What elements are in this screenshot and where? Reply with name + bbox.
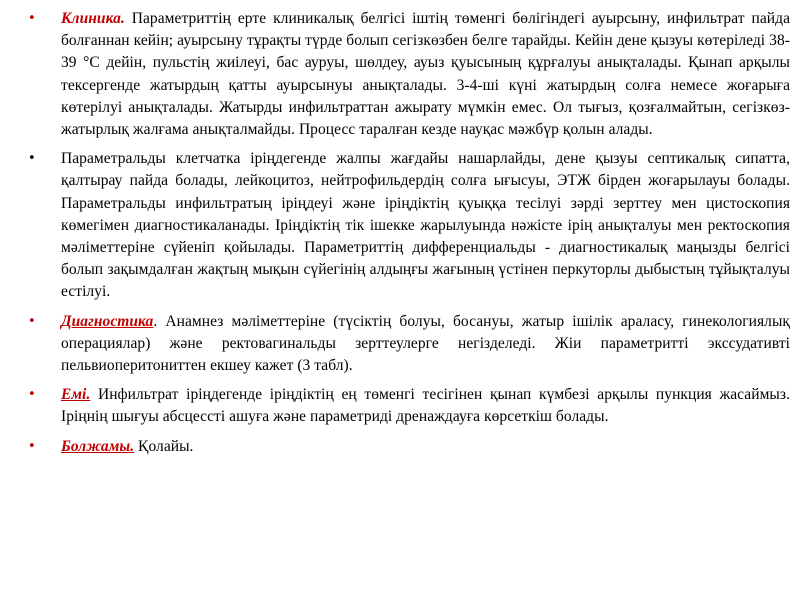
item-text: Параметриттің ерте клиникалық белгісі іштің төменгі бөлігіндегі ауырсыну, инфильтрат пайда болғаннан кейін; ауырсыну тұрақты түрде болып сегізкөзбен белге тарайды. Кейін дене қызуы көтеріледі 38-39 °С дейін, пульстің жиілеуі, бас ауруы, шөлдеу, ауыз қуысының құрғалуы анықталады. Қынап арқылы тексергенде жатырдың қатты ауырсынуы анықталады. 3-4-ші күні жатырдың солға немесе жоғарыға көтерілуі анықталады. Жатырды инфильтраттан ажырату мүмкін емес. Ол тығыз, қозғалмайтын, сегізкөз-жатырлық жалғама анықталмайды. Процесс таралған кезде науқас мәжбүр қолын алады.	[61, 10, 790, 139]
item-heading: Диагностика	[61, 312, 154, 330]
item-heading: Болжамы.	[61, 437, 135, 455]
list-item-treatment	[28, 384, 790, 428]
item-heading: Клиника.	[61, 10, 125, 27]
bullet-icon: •	[28, 313, 36, 329]
item-text: Инфильтрат іріңдегенде іріңдіктің ең төменгі тесігінен қынап күмбезі арқылы пункция жасаймыз. Іріңнің шығуы абсцессті ашуға және параметриді дренаждауға көрсеткіш болады.	[61, 386, 790, 426]
bullet-icon: •	[28, 387, 36, 403]
item-text: Қолайы.	[134, 437, 194, 455]
bullet-icon: •	[28, 438, 36, 454]
item-text: . Анамнез мәліметтеріне (түсіктің болуы, босануы, жатыр ішілік араласу, гинекологиялық операциялар) және ректовагинальды зерттеулерге негізделеді. Жіи параметритті экссудативті пельвиоперитониттен екшеу кажет (3 табл).	[61, 312, 790, 375]
bullet-icon: •	[28, 11, 36, 26]
list-item-prognosis	[28, 436, 790, 458]
item-text: Параметральды клетчатка іріңдегенде жалпы жағдайы нашарлайды, дене қызуы септикалық сипатта, қалтырау пайда болады, лейкоцитоз, нейтрофильдердің солға ығысуы, ЭТЖ бірден жоғарылауы болады. Параметральды инфильтратың іріңдеуі және іріңдіктің қуыққа тесілуі зәрді зерттеу мен цистоскопия көмегімен диагностикаланады. Іріңдіктің тік ішекке жарылуында нәжісте ірің анықталуы мен ректоскопия мәліметтеріне сүйеніп қойылады. Параметриттің дифференциальды - диагностикалық маңызды белгісі болып зақымдалған жақтың мықын сүйегінің алдыңғы жағының үстінен перкуторлы дыбыстың тұйықталуы естілуі.	[61, 150, 790, 301]
bullet-list	[28, 8, 790, 465]
item-heading: Емі.	[61, 386, 91, 404]
bullet-icon: •	[28, 151, 36, 167]
list-item-parametral	[28, 148, 790, 303]
list-item-clinic	[28, 8, 790, 141]
list-item-diagnostics	[28, 311, 790, 378]
